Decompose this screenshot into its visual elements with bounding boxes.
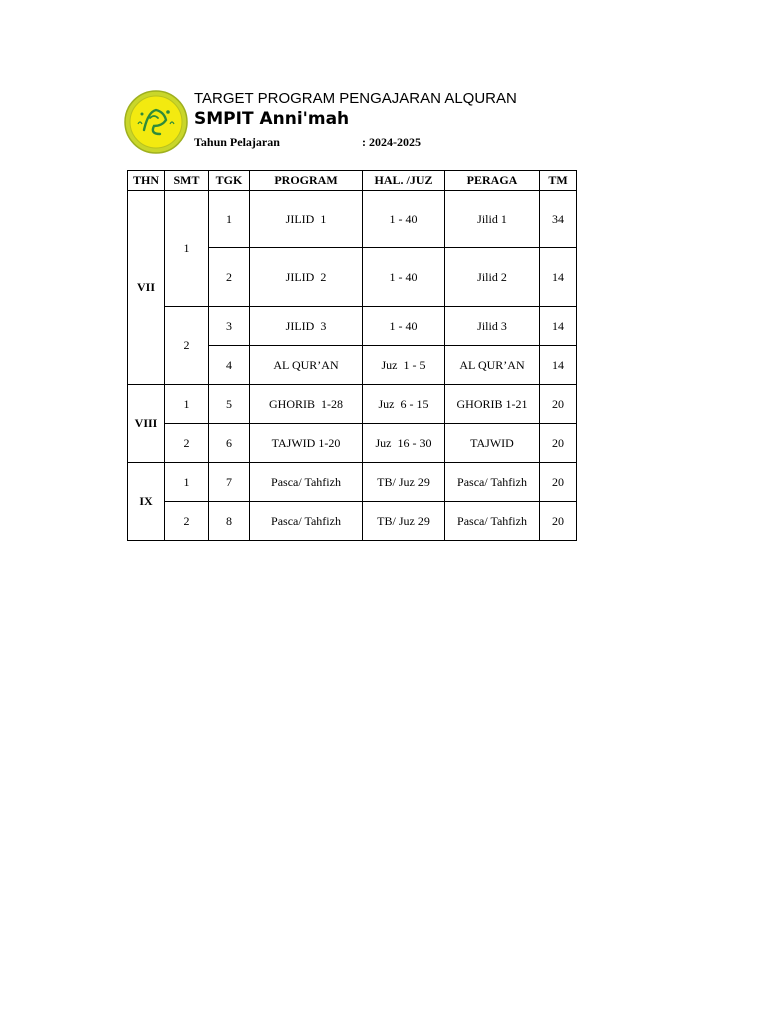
col-header-tm: TM — [540, 171, 577, 191]
col-header-hal: HAL. /JUZ — [363, 171, 445, 191]
tm-cell: 14 — [540, 248, 577, 307]
hal-cell: TB/ Juz 29 — [363, 463, 445, 502]
program-cell: AL QUR’AN — [250, 346, 363, 385]
tm-cell: 20 — [540, 385, 577, 424]
tm-cell: 20 — [540, 463, 577, 502]
tm-cell: 34 — [540, 191, 577, 248]
tm-cell: 14 — [540, 307, 577, 346]
semester-cell: 2 — [165, 307, 209, 385]
tgk-cell: 5 — [209, 385, 250, 424]
tm-cell: 20 — [540, 502, 577, 541]
semester-cell: 2 — [165, 502, 209, 541]
grade-cell: IX — [128, 463, 165, 541]
table-header-row — [128, 171, 577, 191]
school-name: SMPIT Anni'mah — [194, 109, 350, 129]
col-header-peraga: PERAGA — [445, 171, 540, 191]
tgk-cell: 3 — [209, 307, 250, 346]
peraga-cell: Jilid 1 — [445, 191, 540, 248]
peraga-cell: GHORIB 1-21 — [445, 385, 540, 424]
grade-cell: VIII — [128, 385, 165, 463]
peraga-cell: Jilid 2 — [445, 248, 540, 307]
semester-cell: 2 — [165, 424, 209, 463]
program-table — [127, 170, 577, 541]
peraga-cell: Jilid 3 — [445, 307, 540, 346]
table-row — [128, 307, 577, 346]
hal-cell: 1 - 40 — [363, 248, 445, 307]
hal-cell: 1 - 40 — [363, 307, 445, 346]
program-cell: TAJWID 1-20 — [250, 424, 363, 463]
program-cell: JILID 2 — [250, 248, 363, 307]
tgk-cell: 1 — [209, 191, 250, 248]
hal-cell: Juz 16 - 30 — [363, 424, 445, 463]
tgk-cell: 6 — [209, 424, 250, 463]
program-cell: JILID 1 — [250, 191, 363, 248]
table-row — [128, 424, 577, 463]
hal-cell: Juz 6 - 15 — [363, 385, 445, 424]
document-title: TARGET PROGRAM PENGAJARAN ALQURAN — [194, 90, 517, 107]
col-header-thn: THN — [128, 171, 165, 191]
tgk-cell: 7 — [209, 463, 250, 502]
school-emblem-icon — [124, 90, 188, 154]
peraga-cell: Pasca/ Tahfizh — [445, 463, 540, 502]
semester-cell: 1 — [165, 463, 209, 502]
semester-cell: 1 — [165, 385, 209, 424]
table-row — [128, 463, 577, 502]
col-header-smt: SMT — [165, 171, 209, 191]
tm-cell: 14 — [540, 346, 577, 385]
tgk-cell: 8 — [209, 502, 250, 541]
hal-cell: Juz 1 - 5 — [363, 346, 445, 385]
hal-cell: 1 - 40 — [363, 191, 445, 248]
table-row — [128, 502, 577, 541]
table-row — [128, 385, 577, 424]
tm-cell: 20 — [540, 424, 577, 463]
program-cell: Pasca/ Tahfizh — [250, 502, 363, 541]
program-cell: GHORIB 1-28 — [250, 385, 363, 424]
peraga-cell: AL QUR’AN — [445, 346, 540, 385]
hal-cell: TB/ Juz 29 — [363, 502, 445, 541]
grade-cell: VII — [128, 191, 165, 385]
tgk-cell: 2 — [209, 248, 250, 307]
col-header-program: PROGRAM — [250, 171, 363, 191]
col-header-tgk: TGK — [209, 171, 250, 191]
academic-year-label: Tahun Pelajaran — [194, 135, 280, 149]
program-cell: JILID 3 — [250, 307, 363, 346]
program-cell: Pasca/ Tahfizh — [250, 463, 363, 502]
academic-year-value: : 2024-2025 — [362, 135, 421, 149]
tgk-cell: 4 — [209, 346, 250, 385]
semester-cell: 1 — [165, 191, 209, 307]
peraga-cell: Pasca/ Tahfizh — [445, 502, 540, 541]
table-row — [128, 191, 577, 248]
peraga-cell: TAJWID — [445, 424, 540, 463]
